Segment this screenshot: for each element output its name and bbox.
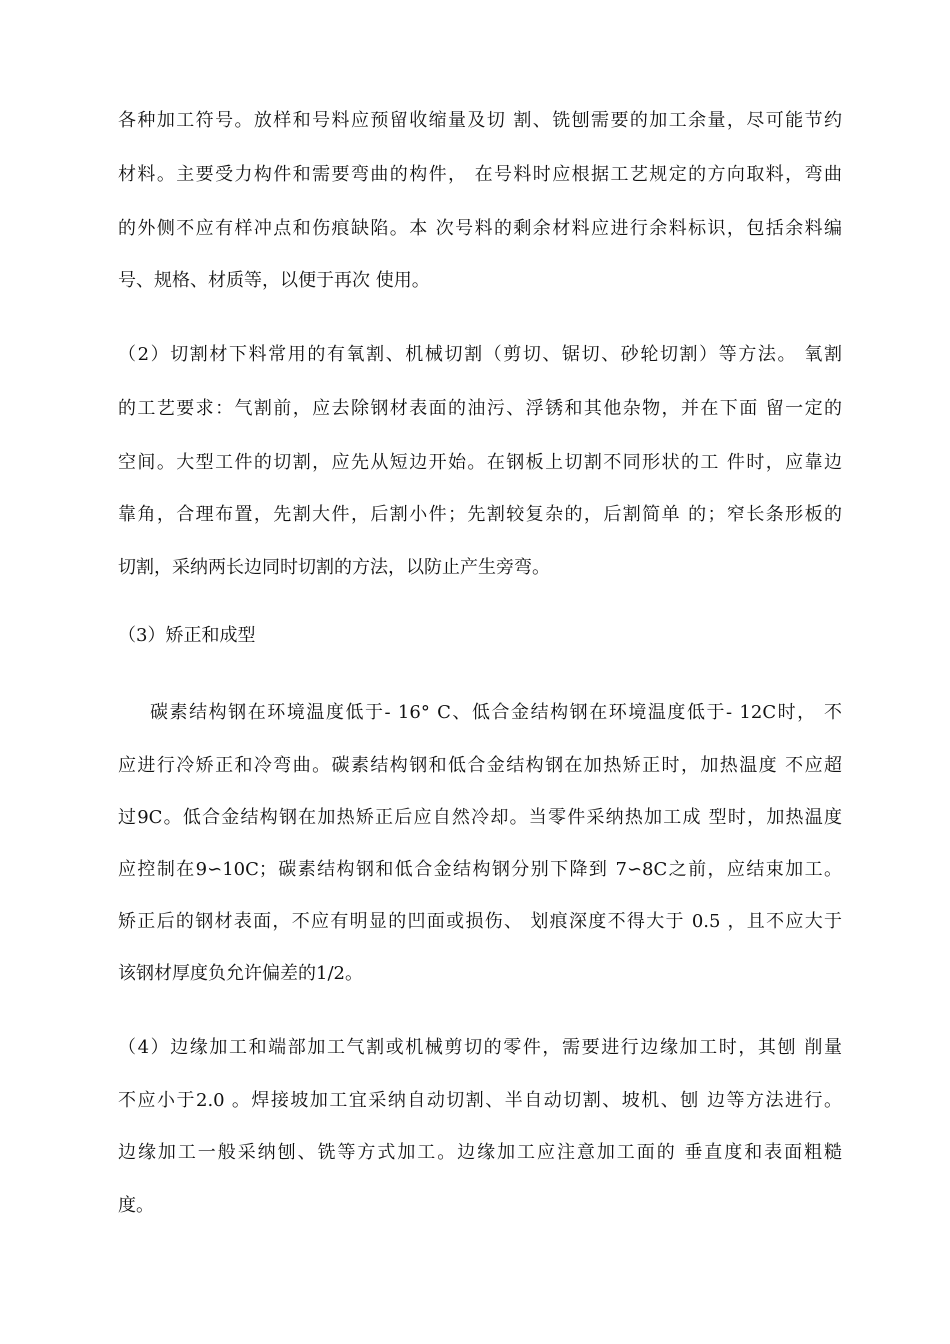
paragraph-5-line-3: 边缘加工一般采纳刨、铣等方式加工。边缘加工应注意加工面的 垂直度和表面粗糙 <box>118 1142 842 1163</box>
paragraph-1-line-1: 各种加工符号。放样和号料应预留收缩量及切 割、铣刨需要的加工余量，尽可能节约 <box>118 110 842 131</box>
paragraph-1-line-4: 号、规格、材质等，以便于再次 使用。 <box>118 270 430 291</box>
paragraph-2-line-2: 的工艺要求：气割前，应去除钢材表面的油污、浮锈和其他杂物，并在下面 留一定的 <box>118 398 842 419</box>
paragraph-4-line-3: 过9C。低合金结构钢在加热矫正后应自然冷却。当零件采纳热加工成 型时，加热温度 <box>118 807 842 828</box>
paragraph-1-line-2: 材料。主要受力构件和需要弯曲的构件， 在号料时应根据工艺规定的方向取料，弯曲 <box>118 164 842 185</box>
paragraph-5-line-4: 度。 <box>118 1195 154 1216</box>
paragraph-1-line-3: 的外侧不应有样冲点和伤痕缺陷。本 次号料的剩余材料应进行余料标识，包括余料编 <box>118 218 842 239</box>
paragraph-2-line-3: 空间。大型工件的切割，应先从短边开始。在钢板上切割不同形状的工 件时，应靠边 <box>118 452 842 473</box>
paragraph-2-line-5: 切割，采纳两长边同时切割的方法，以防止产生旁弯。 <box>118 557 550 578</box>
paragraph-4-line-1: 碳素结构钢在环境温度低于- 16° C、低合金结构钢在环境温度低于- 12C时， 不 <box>150 702 842 723</box>
paragraph-4-line-5: 矫正后的钢材表面，不应有明显的凹面或损伤、 划痕深度不得大于 0.5 ，且不应大于 <box>118 911 842 932</box>
paragraph-2-line-4: 靠角，合理布置，先割大件，后割小件；先割较复杂的，后割简单 的；窄长条形板的 <box>118 504 842 525</box>
paragraph-5-line-1: （4）边缘加工和端部加工气割或机械剪切的零件，需要进行边缘加工时，其刨 削量 <box>118 1037 842 1058</box>
paragraph-4-line-4: 应控制在9∽10C；碳素结构钢和低合金结构钢分别下降到 7∽8C之前，应结束加工。 <box>118 859 842 880</box>
paragraph-2-line-1: （2）切割材下料常用的有氧割、机械切割（剪切、锯切、砂轮切割）等方法。 氧割 <box>118 344 842 365</box>
paragraph-4-line-6: 该钢材厚度负允许偏差的1/2。 <box>118 963 363 984</box>
section-heading-3: （3）矫正和成型 <box>118 625 256 646</box>
paragraph-5-line-2: 不应小于2.0 。焊接坡加工宜采纳自动切割、半自动切割、坡机、刨 边等方法进行。 <box>118 1090 842 1111</box>
paragraph-4-line-2: 应进行冷矫正和冷弯曲。碳素结构钢和低合金结构钢在加热矫正时，加热温度 不应超 <box>118 755 842 776</box>
